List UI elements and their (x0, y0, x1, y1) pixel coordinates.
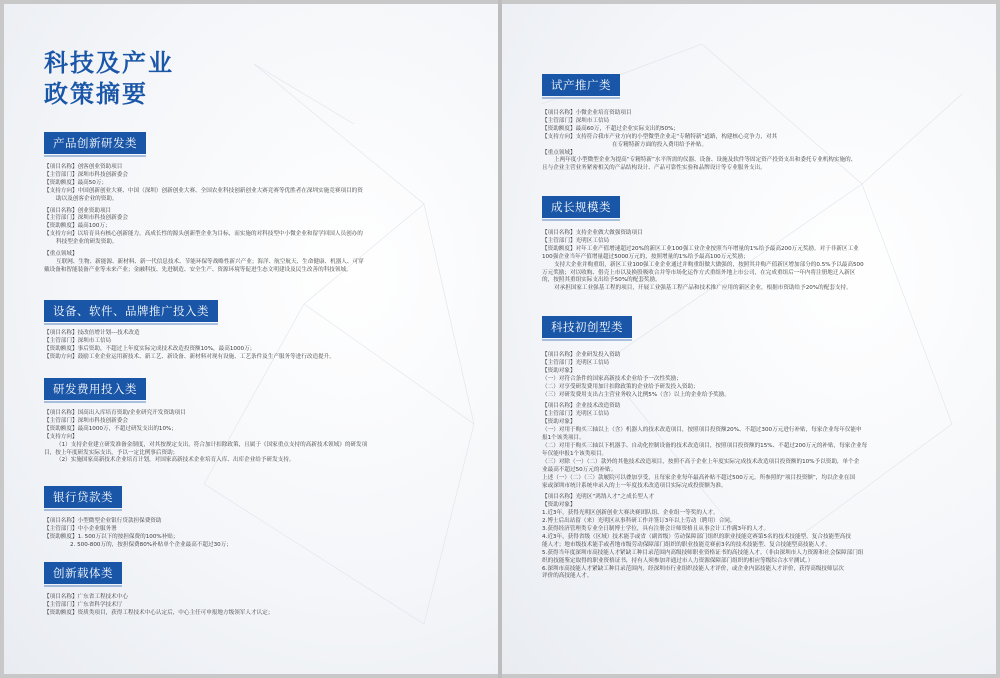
text-line: 2.博士后出站留（来）光明区从事科研工作并签订3年以上劳动（聘用）合同。 (542, 518, 736, 525)
text-line: 1.近3年，获得光明区创新创业大赛决赛团队组、企业组一等奖的人才。 (542, 510, 719, 517)
text-line: 【项目名称】创客创业资助项目 (44, 164, 123, 170)
text-line: 【主管部门】光明区工信局 (542, 237, 610, 244)
text-line: 【支持方向】以培育具有核心创新能力，高成长性的源头创新型企业为目标，而实施的对科技型中小微企业和留学回国人员创办的 (44, 231, 363, 238)
section-heading: 试产推广类 (542, 74, 620, 96)
text-line: 4.近3年，获得省级（区域）技术能手或省（副省级）劳动保障部门组织的职业技能竞赛第5名的技术技能型、复合技能型高技 (542, 533, 851, 540)
text-line: 在专精特新方面的投入费用给予补贴。 (612, 141, 708, 148)
text-line: （2）实施国家高新技术企业培育计划，对国家高新技术企业培育入库、出库企业给予研发支持。 (56, 457, 295, 464)
text-line: 【主管部门】光明区工信局 (542, 411, 610, 418)
text-line: 【资助额度】最高60万，不超过企业实际支出的50%； (542, 125, 680, 132)
section-body (542, 110, 856, 173)
section-body (44, 164, 364, 275)
text-line: 【项目名称】小型微型企业银行贷款担保费资助 (44, 518, 162, 524)
left-page (4, 4, 498, 674)
text-line: 【支持方向】中国创新创业大赛、中国（深圳）创新创业大赛、全国农业科技创新创业大赛竞赛等优胜者在深圳实施竞赛项目的资 (44, 187, 363, 194)
text-line: （三）对研发费用支出占主营业务收入比例5%（含）以上的企业给予奖励。 (542, 391, 730, 398)
text-line: 3.获得经济管理类专业全日制博士学位，具有注册会计师资格且从事会计工作满3年的人才。 (542, 526, 770, 533)
text-line: 【主管部门】深圳市科技创新委会 (44, 417, 128, 424)
text-line: 对承担国家工业强基工程的项目，开展工业强基工程产品和技术推广应用的新区企业，根据市资助给予20%的配套支持。 (554, 285, 852, 292)
text-line: 业最高不超过50万元的补贴。 (542, 466, 617, 473)
section-heading: 创新载体类 (44, 562, 122, 584)
text-line: 上两年度小型微型企业为提高“专精特新”水平所需的仪器、设备、设施及软件等固定资产投资支出和委托专业机构实施的、 (554, 157, 857, 164)
text-line: （三）对除（一）（二）款外的其他技术改造项目，按照不高于企业上年度实际完成技术改造项目投资额的10%予以资助，单个企 (542, 458, 860, 465)
text-line: 上述（一）（二）（三）款履院可以叠加享受，且每家企业每年最高补贴不超过500万元。所参照的“项目投资额”，均以企业在国 (542, 474, 855, 481)
text-line: 家或深圳市统计系统申录入的上一年度技术改造项目实际完成投资额为准。 (542, 482, 727, 489)
text-line: 互联网、生物、新能源、新材料、新一代信息技术、节能环保等战略性新兴产业；海洋、航空航天、生命健康、机器人、可穿 (56, 258, 364, 265)
text-line: 【资助额度】事后资助，不超过上年度实际完成技术改造投资额10%，最高1000万； (44, 345, 256, 352)
text-line: 【重点领域】 (542, 149, 576, 156)
text-line: 【重点领域】 (44, 251, 78, 258)
section-heading: 成长规模类 (542, 196, 620, 218)
text-line: 助以及创客企业的资助。 (56, 195, 118, 202)
section-heading: 银行贷款类 (44, 486, 122, 508)
text-line: 戴设备和智能装备产业等未来产业；金融科技、先进制造、安全生产、资源环境等促进生态文明建设及民生改善的科技领域。 (44, 266, 352, 273)
text-line: 【资助额度】最高1000万，不超过研发支出的10%； (44, 425, 177, 432)
text-line: （二）对享受研发费用加计扣除政策的企业给予研发投入资助； (542, 383, 699, 390)
section-heading: 产品创新研发类 (44, 132, 146, 154)
text-line: 【资助方向】鼓励工业企业运用新技术、新工艺、新设备、新材料对现有设施、工艺条件及生产服务等进行改造提升。 (44, 353, 335, 360)
text-line: 6.深圳市高技能人才紧缺工种目录范围内，经深圳市行业组织技能人才评价，或企业内部技能人才评价，获得高级技师层次 (542, 565, 844, 572)
text-line: 【项目名称】企业研发投入资助 (542, 352, 621, 358)
text-line: 【项目名称】支持企业做大做强资助项目 (542, 230, 643, 236)
text-line: 报1个该类项目。 (542, 435, 585, 442)
section-body (44, 410, 367, 465)
text-line: 5.获得当年度深圳市高技能人才紧缺工种目录范围内高级技师职业资格证书的高技能人才。（非由深圳市人力资源和社会保障部门组 (542, 549, 864, 556)
text-line: 【项目名称】技改倍增计划---技术改造 (44, 330, 140, 336)
text-line: 【主管部门】深圳市工信局 (542, 117, 610, 124)
text-line: 2. 500-800万的，按担保费80%补贴单个企业最高不超过30万； (70, 541, 232, 548)
right-page (502, 4, 996, 674)
text-line: 能人才；地市级技术能手或者地市级劳动保障部门组织的职业技能竞赛前3名的技术技能型、复合技能型高技能人才。 (542, 541, 831, 548)
section-body (542, 352, 867, 581)
page-title (44, 48, 174, 110)
text-line: 【项目名称】光明区“鸿鹄人才”之成长型人才 (542, 494, 655, 501)
section-body (44, 518, 232, 550)
text-line: 科技型企业的研发资助。 (56, 239, 118, 246)
text-line: 的，按照其重组实际支出给予50%的配套奖励。 (542, 277, 661, 284)
text-line: 【资助对象】 (542, 367, 576, 374)
title-line-1: 科技及产业 (44, 49, 174, 77)
text-line: 【资助额度】最高100万； (44, 223, 111, 230)
text-line: 【主管部门】深圳市科技创新委会 (44, 171, 128, 178)
section-heading: 科技初创型类 (542, 316, 632, 338)
text-line: 【主管部门】深圳市科技创新委会 (44, 215, 128, 222)
text-line: 【资助对象】 (542, 502, 576, 509)
text-line: 【主管部门】广东省科学技术厅 (44, 601, 123, 608)
text-line: 【资助额度】最高50万； (44, 179, 108, 186)
section-heading: 研发费用投入类 (44, 378, 146, 400)
text-line: 年仅能申报1个该类项目。 (542, 450, 608, 457)
text-line: 支持大企业并购重组，新区工业100强工业企业通过并购重组做大做强的，按照其并购产值新区增加部分的0.5%予以最高500 (554, 261, 864, 268)
text-line: 【资助额度】资质类项目，获得工程技术中心认定后，中心主任可申报地方级领军人才认定； (44, 609, 274, 616)
text-line: 【项目名称】小微企业培育资助项目 (542, 110, 632, 116)
text-line: 【资助额度】1. 500万以下的按担保费的100%补贴； (44, 533, 179, 540)
text-line: 且与企业主营业务紧密相关的产品结构设计、产品可靠性实验和品牌设计等专业服务支出。 (542, 165, 766, 172)
text-line: 目，按上年度研发实际支出，予以一定比例事后资助； (44, 449, 179, 456)
text-line: 【主管部门】光明区工信局 (542, 359, 610, 366)
title-line-2: 政策摘要 (44, 80, 148, 108)
text-line: 【资助额度】对年工业产值增速超过20%的新区工业100强工业企业按照当年增量的1%给予最高200万元奖励。对于非新区工业 (542, 245, 859, 252)
text-line: （一）对用于购买三轴以上（含）机器人的技术改造项目，按照项目投资额20%、不超过300万元进行补贴，每家企业每年仅能申 (542, 427, 862, 434)
section-heading: 设备、软件、品牌推广投入类 (44, 300, 218, 322)
text-line: 万元奖励；对以收购、借壳上市以及换股吸收合并等市场化运作方式重组外地上市公司，在完成重组后一年内将注册地迁入新区 (542, 269, 856, 276)
text-line: 【项目名称】企业技术改造资助 (542, 403, 621, 410)
text-line: 【资助对象】 (542, 419, 576, 426)
text-line: 【项目名称】国高出入库培育资助/企业研究开发资助项目 (44, 410, 186, 416)
text-line: 【主管部门】深圳市工信局 (44, 337, 112, 344)
text-line: 100强企业当年产值增量超过5000万元的，按照增量的1%给予最高100万元奖励； (542, 253, 749, 260)
section-body (44, 594, 273, 618)
text-line: 织的技能鉴定取得的职业资格证书，持有人须参加并通过市人力资源保障部门组织的相应等级综合水平测试。） (542, 557, 814, 564)
text-line: 【支持方向】支持符合我市产业方向的小型微型企业走“专精特新”道路，构建核心竞争力，对其 (542, 133, 778, 140)
text-line: 【项目名称】广东省工程技术中心 (44, 594, 128, 600)
section-body (542, 230, 864, 293)
text-line: （二）对用于购买三轴以下机器手、自动化控制设备的技术改造项目，按照项目投资额的15%、不超过200万元的补贴，每家企业每 (542, 442, 868, 449)
text-line: 【项目名称】创业资助项目 (44, 207, 112, 214)
text-line: （一）对符合条件的国家高新技术企业给予一次性奖励； (542, 375, 682, 382)
section-body (44, 330, 335, 362)
text-line: 【支持方向】 (44, 433, 78, 440)
text-line: 评价的高技能人才。 (542, 573, 593, 580)
text-line: （1）支持企业建立研发准备金制度，对其按规定支出，符合加计扣除政策，且属于《国家重点支持的高新技术领域》的研发项 (56, 441, 368, 448)
text-line: 【主管部门】中小企业服务署 (44, 525, 117, 532)
